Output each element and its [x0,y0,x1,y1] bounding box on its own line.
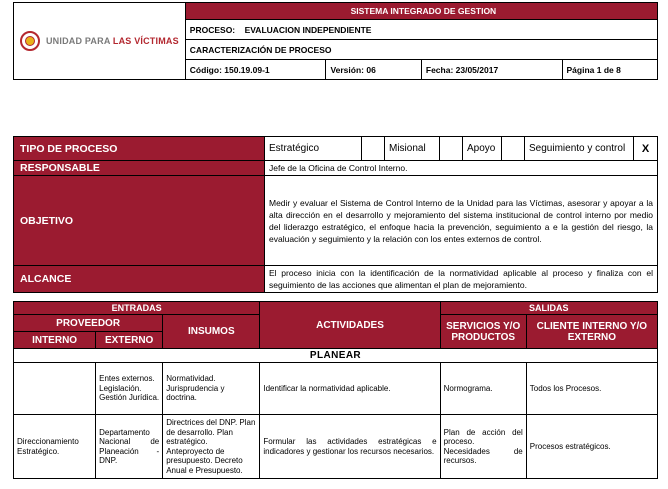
tipo-apoyo-mark [502,137,525,161]
pagina: Página 1 de 8 [562,60,657,80]
entradas-header: ENTRADAS [14,302,260,315]
row-actividades: Formular las actividades estratégicas e indicadores y gestionar los recursos necesarios. [260,415,440,479]
tipo-misional: Misional [385,137,440,161]
caracterizacion-title: CARACTERIZACIÓN DE PROCESO [185,40,657,60]
row-servicios: Normograma. [440,363,526,415]
salidas-header: SALIDAS [440,302,657,315]
tipo-estrategico: Estratégico [265,137,362,161]
row-cliente: Todos los Procesos. [526,363,657,415]
tipo-seguimiento-mark: X [634,137,658,161]
row-actividades: Identificar la normatividad aplicable. [260,363,440,415]
institution-logo [14,31,185,51]
section-planear: PLANEAR [14,349,658,363]
row-cliente: Procesos estratégicos. [526,415,657,479]
logo-text-highlight: LAS VÍCTIMAS [112,36,179,46]
tipo-seguimiento: Seguimiento y control [525,137,634,161]
servicios-header: SERVICIOS Y/O PRODUCTOS [440,315,526,349]
objetivo-label: OBJETIVO [14,176,265,266]
externo-header: EXTERNO [96,332,163,349]
tipo-apoyo: Apoyo [463,137,502,161]
responsable-label: RESPONSABLE [14,161,265,176]
logo-text-prefix: UNIDAD PARA [45,36,113,46]
process-row [185,20,657,40]
alcance-value: El proceso inicia con la identificación de la normatividad aplicable al proceso y finaliza con el seguimiento de las acciones que alimentan el plan de mejoramiento. [265,266,658,293]
tipo-estrategico-mark [362,137,385,161]
fecha: Fecha: 23/05/2017 [421,60,562,80]
version: Versión: 06 [326,60,421,80]
row-interno [14,363,96,415]
proveedor-header: PROVEEDOR [14,315,163,332]
process-value: EVALUACION INDEPENDIENTE [244,24,372,35]
row-servicios: Plan de acción del proceso. Necesidades de recursos. [440,415,526,479]
process-label: PROCESO: [189,24,236,35]
row-insumos: Directrices del DNP. Plan de desarrollo. Plan estratégico. Anteproyecto de presupuesto. Decreto Anual e Presupuesto. [163,415,260,479]
table-row [14,415,658,479]
tipo-misional-mark [440,137,463,161]
system-title: SISTEMA INTEGRADO DE GESTION [185,3,657,20]
document-header [13,2,658,80]
interno-header: INTERNO [14,332,96,349]
insumos-header: INSUMOS [163,315,260,349]
responsable-value: Jefe de la Oficina de Control Interno. [265,161,658,176]
tipo-label: TIPO DE PROCESO [14,137,265,161]
codigo: Código: 150.19.09-1 [185,60,326,80]
alcance-label: ALCANCE [14,266,265,293]
cliente-header: CLIENTE INTERNO Y/O EXTERNO [526,315,657,349]
row-interno: Direccionamiento Estratégico. [14,415,96,479]
table-row [14,363,658,415]
coat-of-arms-icon [20,31,40,51]
caracterizacion-table [13,301,658,479]
actividades-header: ACTIVIDADES [260,302,440,349]
logo-cell [14,3,186,80]
row-insumos: Normatividad. Jurisprudencia y doctrina. [163,363,260,415]
process-info-table [13,136,658,293]
objetivo-value: Medir y evaluar el Sistema de Control Interno de la Unidad para las Víctimas, asesorar y apoyar a la alta dirección en el desarrollo y mejoramiento del sistema institucional de control interno por medio del liderazgo estratégico, el enfoque hacia la prevención, seguimiento a e la gestión del riesgo, la evaluación y seguimiento y la relación con los entes externos de control. [265,176,658,266]
row-externo: Entes externos. Legislación. Gestión Jurídica. [96,363,163,415]
row-externo: Departamento Nacional de Planeación - DNP. [96,415,163,479]
